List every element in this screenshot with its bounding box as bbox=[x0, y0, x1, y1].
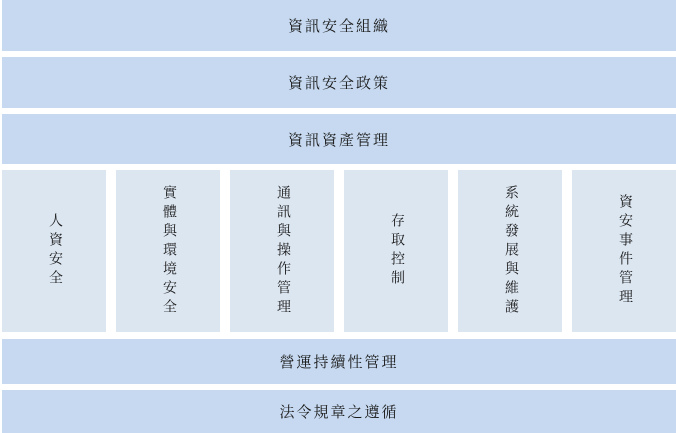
divider bbox=[2, 332, 676, 339]
column-label: 存取控制 bbox=[389, 213, 404, 289]
bar-information-security-policy bbox=[2, 57, 676, 108]
column-label: 人資安全 bbox=[47, 213, 62, 289]
column-label: 通訊與操作管理 bbox=[275, 184, 290, 318]
column-label: 實體與環境安全 bbox=[161, 184, 176, 318]
bar-label: 資訊安全組織 bbox=[287, 19, 390, 35]
column-label: 資安事件管理 bbox=[617, 194, 632, 308]
column-physical-environmental-security bbox=[116, 170, 220, 332]
bar-label: 法令規章之遵循 bbox=[279, 405, 399, 421]
column-system-development-maintenance bbox=[458, 170, 562, 332]
column-hr-security bbox=[2, 170, 106, 332]
bar-business-continuity-management bbox=[2, 339, 676, 384]
column-security-incident-management bbox=[572, 170, 676, 332]
bar-label: 資訊資產管理 bbox=[287, 132, 390, 149]
column-access-control bbox=[344, 170, 448, 332]
column-communications-operations-management bbox=[230, 170, 334, 332]
domain-columns-row bbox=[2, 170, 676, 332]
bar-label: 資訊安全政策 bbox=[287, 76, 390, 92]
bar-label: 營運持續性管理 bbox=[279, 355, 399, 371]
bar-information-security-organization bbox=[2, 0, 676, 51]
bar-information-asset-management bbox=[2, 114, 676, 164]
column-label: 系統發展與維護 bbox=[503, 184, 518, 318]
bar-legal-regulatory-compliance bbox=[2, 390, 676, 433]
